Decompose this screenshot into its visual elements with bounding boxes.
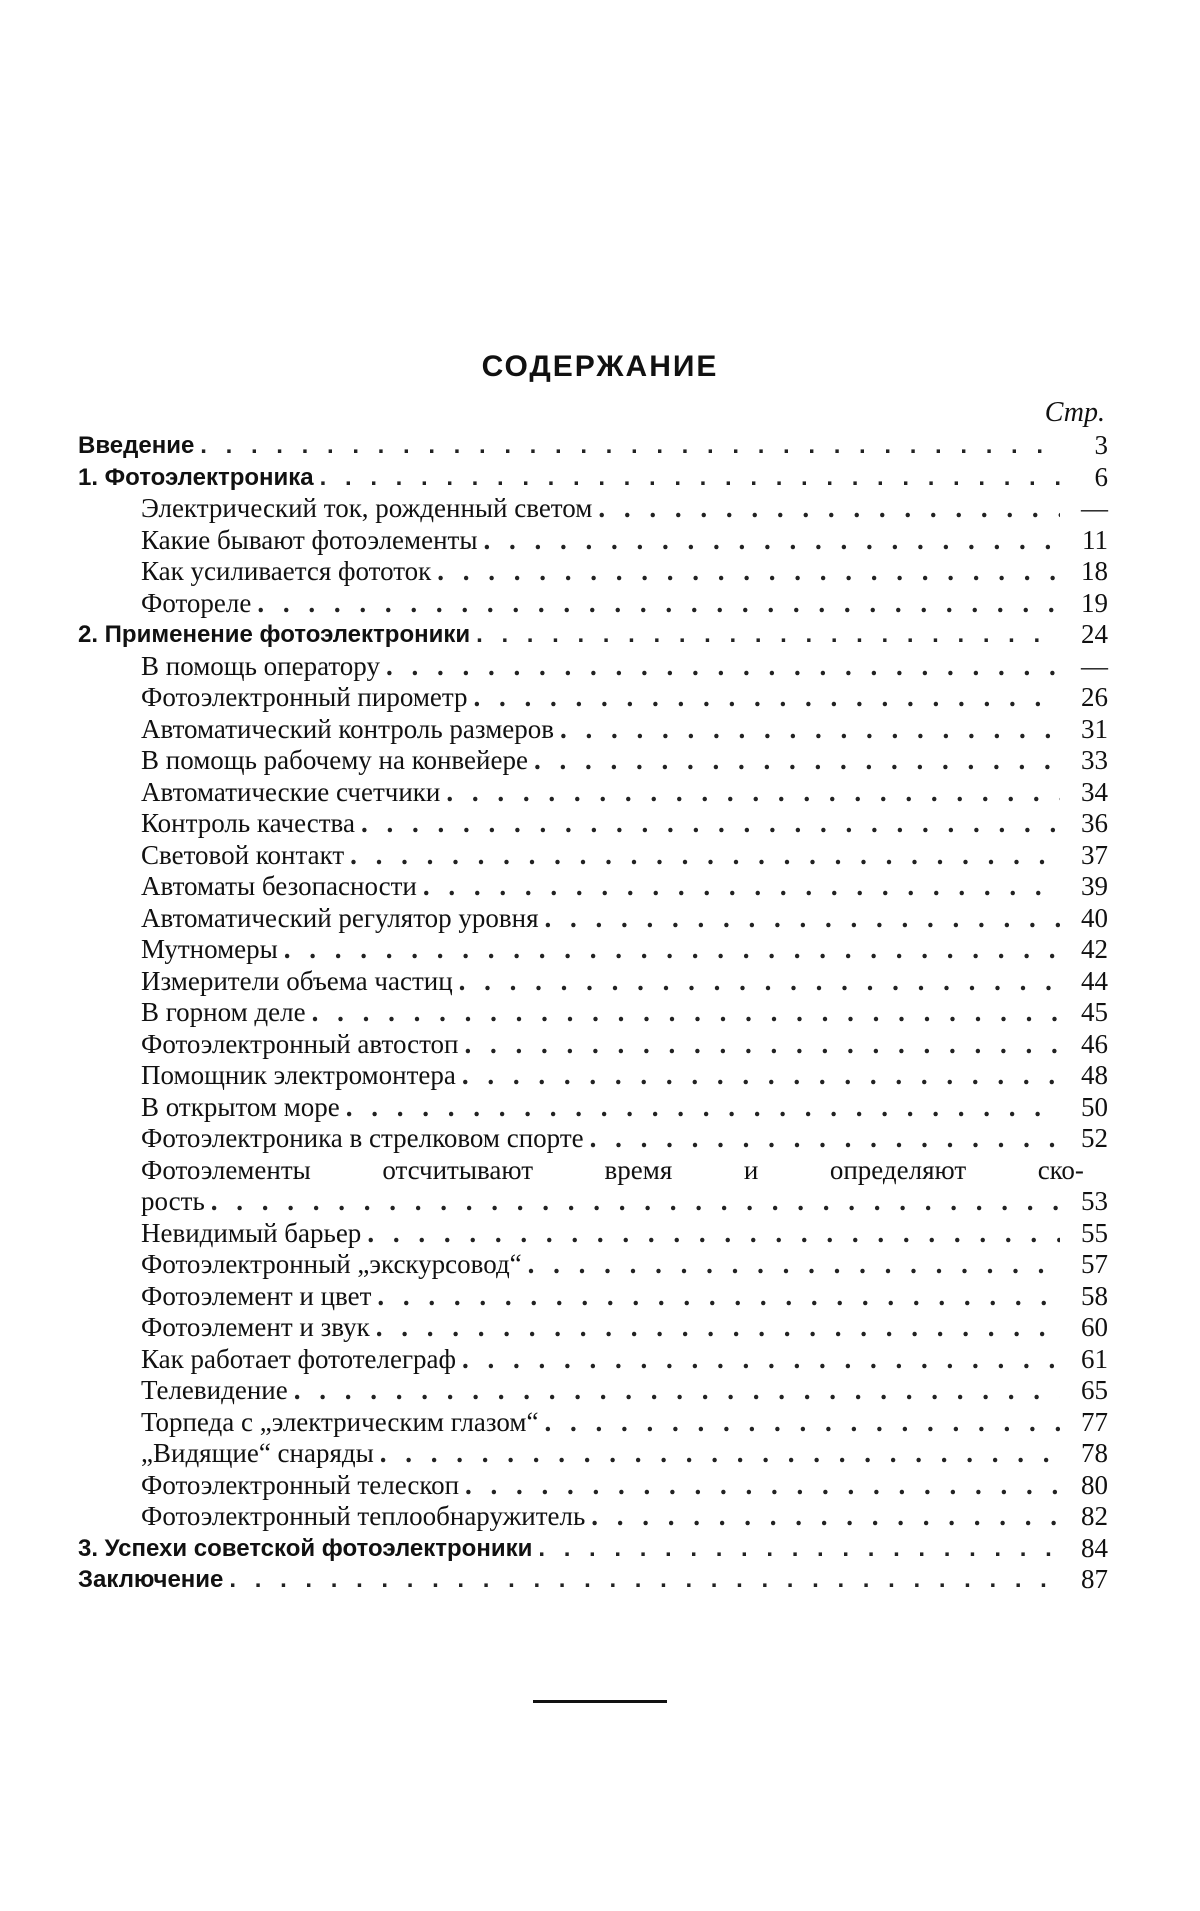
leader-dots	[465, 1029, 1061, 1061]
toc-entry-page: 3	[1094, 430, 1108, 460]
toc-entry	[78, 1281, 1108, 1313]
label-word: отсчитывают	[382, 1154, 533, 1185]
toc-entry-wrapped-line	[78, 1155, 1108, 1187]
toc-entry	[78, 588, 1108, 620]
toc-entry-page: 84	[1081, 1532, 1108, 1563]
toc-entry-label: Автоматические счетчики	[141, 776, 441, 807]
toc-entry-page: 50	[1081, 1091, 1108, 1122]
toc-entry	[78, 430, 1108, 462]
leader-dots	[544, 1407, 1060, 1439]
toc-entry-label: Автоматы безопасности	[141, 871, 417, 901]
toc-entry-label: Фотоэлектронный телескоп	[141, 1469, 460, 1500]
toc-entry-label: 2. Применение фотоэлектроники	[78, 621, 471, 648]
toc-entry	[78, 525, 1108, 557]
leader-dots	[462, 1344, 1060, 1376]
toc-entry	[78, 714, 1108, 746]
toc-entry-label: рость	[141, 1186, 205, 1216]
toc-entry	[78, 1029, 1108, 1061]
toc-entry	[78, 1501, 1108, 1533]
toc-entry-label: „Видящие“ снаряды	[141, 1438, 374, 1468]
leader-dots	[211, 1186, 1060, 1218]
toc-entry	[78, 1092, 1108, 1124]
leader-dots	[376, 1312, 1060, 1344]
toc-entry-label: Фотоэлектроника в стрелковом спорте	[141, 1123, 584, 1153]
toc-entry	[78, 1407, 1108, 1439]
toc-entry-label: Фотоэлектронный автостоп	[141, 1028, 459, 1059]
leader-dots	[459, 966, 1060, 998]
toc-entry-page: 57	[1081, 1249, 1108, 1279]
leader-dots	[446, 777, 1060, 809]
toc-entry	[78, 1312, 1108, 1344]
toc-entry-page: 39	[1081, 871, 1108, 901]
toc-entry-page: 58	[1081, 1280, 1108, 1311]
toc-entry-page: —	[1081, 493, 1108, 523]
leader-dots	[476, 619, 1060, 651]
toc-entry	[78, 619, 1108, 651]
toc-entry-page: 82	[1081, 1501, 1108, 1531]
toc-entry-label: Измерители объема частиц	[141, 965, 453, 996]
leader-dots	[538, 1533, 1060, 1565]
leader-dots	[377, 1281, 1060, 1313]
toc-entry	[78, 777, 1108, 809]
toc-entry	[78, 1218, 1108, 1250]
leader-dots	[350, 840, 1060, 872]
toc-entry	[78, 1123, 1108, 1155]
toc-entry-label: Какие бывают фотоэлементы	[141, 524, 478, 555]
toc-entry	[78, 1470, 1108, 1502]
toc-entry-page: 48	[1081, 1060, 1108, 1090]
toc-entry-label: Телевидение	[141, 1375, 288, 1405]
toc-entry-label: Световой контакт	[141, 839, 345, 870]
leader-dots	[346, 1092, 1060, 1124]
toc-entry-page: 36	[1081, 808, 1108, 838]
leader-dots	[560, 714, 1060, 746]
toc-entry-page: 44	[1081, 965, 1108, 996]
toc-entry-label: Автоматический контроль размеров	[141, 713, 555, 744]
toc-entry	[78, 1186, 1108, 1218]
toc-entry-label: Заключение	[78, 1566, 224, 1593]
toc-entry	[78, 808, 1108, 840]
toc-entry-page: 11	[1082, 524, 1108, 555]
toc-entry-label: 3. Успехи советской фотоэлектроники	[78, 1534, 533, 1562]
toc-entry-label: Как работает фототелеграф	[141, 1343, 457, 1374]
toc-entry-label: Контроль качества	[141, 808, 355, 838]
toc-entry-label: Фотоэлектронный теплообнаружитель	[141, 1501, 586, 1531]
table-of-contents	[78, 430, 1108, 1596]
toc-entry-page: 60	[1081, 1312, 1108, 1342]
toc-entry-label: Торпеда с „электрическим глазом“	[141, 1406, 539, 1437]
leader-dots	[284, 934, 1060, 966]
toc-entry-label: В горном деле	[141, 997, 306, 1027]
toc-entry	[78, 966, 1108, 998]
toc-entry-page: 61	[1081, 1343, 1108, 1374]
toc-entry-page: 65	[1081, 1375, 1108, 1405]
toc-entry-page: 78	[1081, 1438, 1108, 1468]
toc-entry-label-line1	[141, 1155, 1090, 1187]
toc-entry-page: 53	[1081, 1186, 1108, 1216]
toc-entry	[78, 1438, 1108, 1470]
toc-entry	[78, 840, 1108, 872]
leader-dots	[534, 745, 1060, 777]
toc-entry-page: 24	[1081, 619, 1108, 649]
label-word: Фотоэлементы	[141, 1154, 311, 1185]
toc-entry	[78, 1344, 1108, 1376]
toc-entry-page: 52	[1081, 1123, 1108, 1153]
leader-dots	[294, 1375, 1060, 1407]
toc-entry	[78, 1564, 1108, 1596]
leader-dots	[484, 525, 1061, 557]
toc-entry-page: 26	[1081, 682, 1108, 712]
toc-entry	[78, 1375, 1108, 1407]
leader-dots	[380, 1438, 1060, 1470]
toc-entry	[78, 493, 1108, 525]
page-column-label: Стр.	[1044, 397, 1105, 428]
toc-entry-page: 87	[1081, 1564, 1108, 1594]
toc-entry-label: Фотореле	[141, 587, 252, 618]
toc-entry	[78, 1533, 1108, 1565]
toc-entry-label: Мутномеры	[141, 934, 278, 964]
toc-entry-page: 42	[1081, 934, 1108, 964]
leader-dots	[229, 1564, 1060, 1596]
toc-entry-label: Фотоэлемент и звук	[141, 1312, 370, 1342]
leader-dots	[465, 1470, 1060, 1502]
toc-entry-label: Невидимый барьер	[141, 1217, 362, 1248]
toc-entry-label: Введение	[78, 432, 195, 459]
toc-entry-page: 31	[1081, 713, 1108, 744]
toc-entry	[78, 682, 1108, 714]
toc-entry-label: В помощь оператору	[141, 650, 380, 681]
toc-entry	[78, 903, 1108, 935]
toc-entry	[78, 871, 1108, 903]
leader-dots	[590, 1123, 1060, 1155]
leader-dots	[545, 903, 1061, 935]
toc-entry	[78, 556, 1108, 588]
toc-entry	[78, 934, 1108, 966]
toc-entry-page: 40	[1081, 902, 1108, 933]
toc-entry-page: 77	[1081, 1406, 1108, 1437]
toc-entry-page: 19	[1081, 587, 1108, 618]
leader-dots	[361, 808, 1060, 840]
toc-entry-page: 18	[1081, 556, 1108, 586]
toc-entry-page: 46	[1081, 1028, 1108, 1059]
label-word: и	[743, 1154, 759, 1185]
toc-entry-page: 55	[1081, 1217, 1108, 1248]
toc-entry-label: Фотоэлемент и цвет	[141, 1280, 372, 1311]
toc-entry-page: 34	[1081, 776, 1108, 807]
leader-dots	[320, 462, 1060, 494]
label-word: время	[604, 1154, 673, 1185]
leader-dots	[474, 682, 1060, 714]
leader-dots	[386, 651, 1060, 683]
toc-entry-label: В открытом море	[141, 1091, 340, 1122]
toc-entry	[78, 745, 1108, 777]
toc-entry-label: 1. Фотоэлектроника	[78, 463, 314, 491]
toc-entry	[78, 1060, 1108, 1092]
toc-entry	[78, 1249, 1108, 1281]
leader-dots	[437, 556, 1060, 588]
label-word: определяют	[829, 1154, 967, 1185]
toc-entry-label: Как усиливается фототок	[141, 556, 432, 586]
toc-entry-label: Фотоэлектронный пирометр	[141, 682, 468, 712]
toc-entry-page: 6	[1094, 461, 1108, 492]
leader-dots	[200, 430, 1060, 462]
page-title: СОДЕРЖАНИЕ	[481, 350, 719, 383]
leader-dots	[257, 588, 1060, 620]
toc-entry-page: 33	[1081, 745, 1108, 775]
toc-entry-label: В помощь рабочему на конвейере	[141, 745, 528, 775]
toc-entry-page: 80	[1081, 1469, 1108, 1500]
toc-entry-page: 45	[1081, 997, 1108, 1027]
leader-dots	[312, 997, 1060, 1029]
leader-dots	[367, 1218, 1060, 1250]
toc-entry-page: —	[1081, 650, 1108, 681]
toc-entry-page: 37	[1081, 839, 1108, 870]
toc-entry	[78, 997, 1108, 1029]
toc-entry-label: Фотоэлектронный „экскурсовод“	[141, 1249, 522, 1279]
toc-entry-label: Электрический ток, рожденный светом	[141, 493, 593, 523]
leader-dots	[528, 1249, 1060, 1281]
leader-dots	[591, 1501, 1060, 1533]
leader-dots	[598, 493, 1060, 525]
toc-entry-label: Автоматический регулятор уровня	[141, 902, 539, 933]
toc-entry	[78, 651, 1108, 683]
toc-entry	[78, 462, 1108, 494]
leader-dots	[423, 871, 1060, 903]
end-divider	[533, 1700, 667, 1703]
label-word: ско-	[1037, 1154, 1084, 1185]
toc-entry-label: Помощник электромонтера	[141, 1060, 456, 1090]
leader-dots	[462, 1060, 1060, 1092]
